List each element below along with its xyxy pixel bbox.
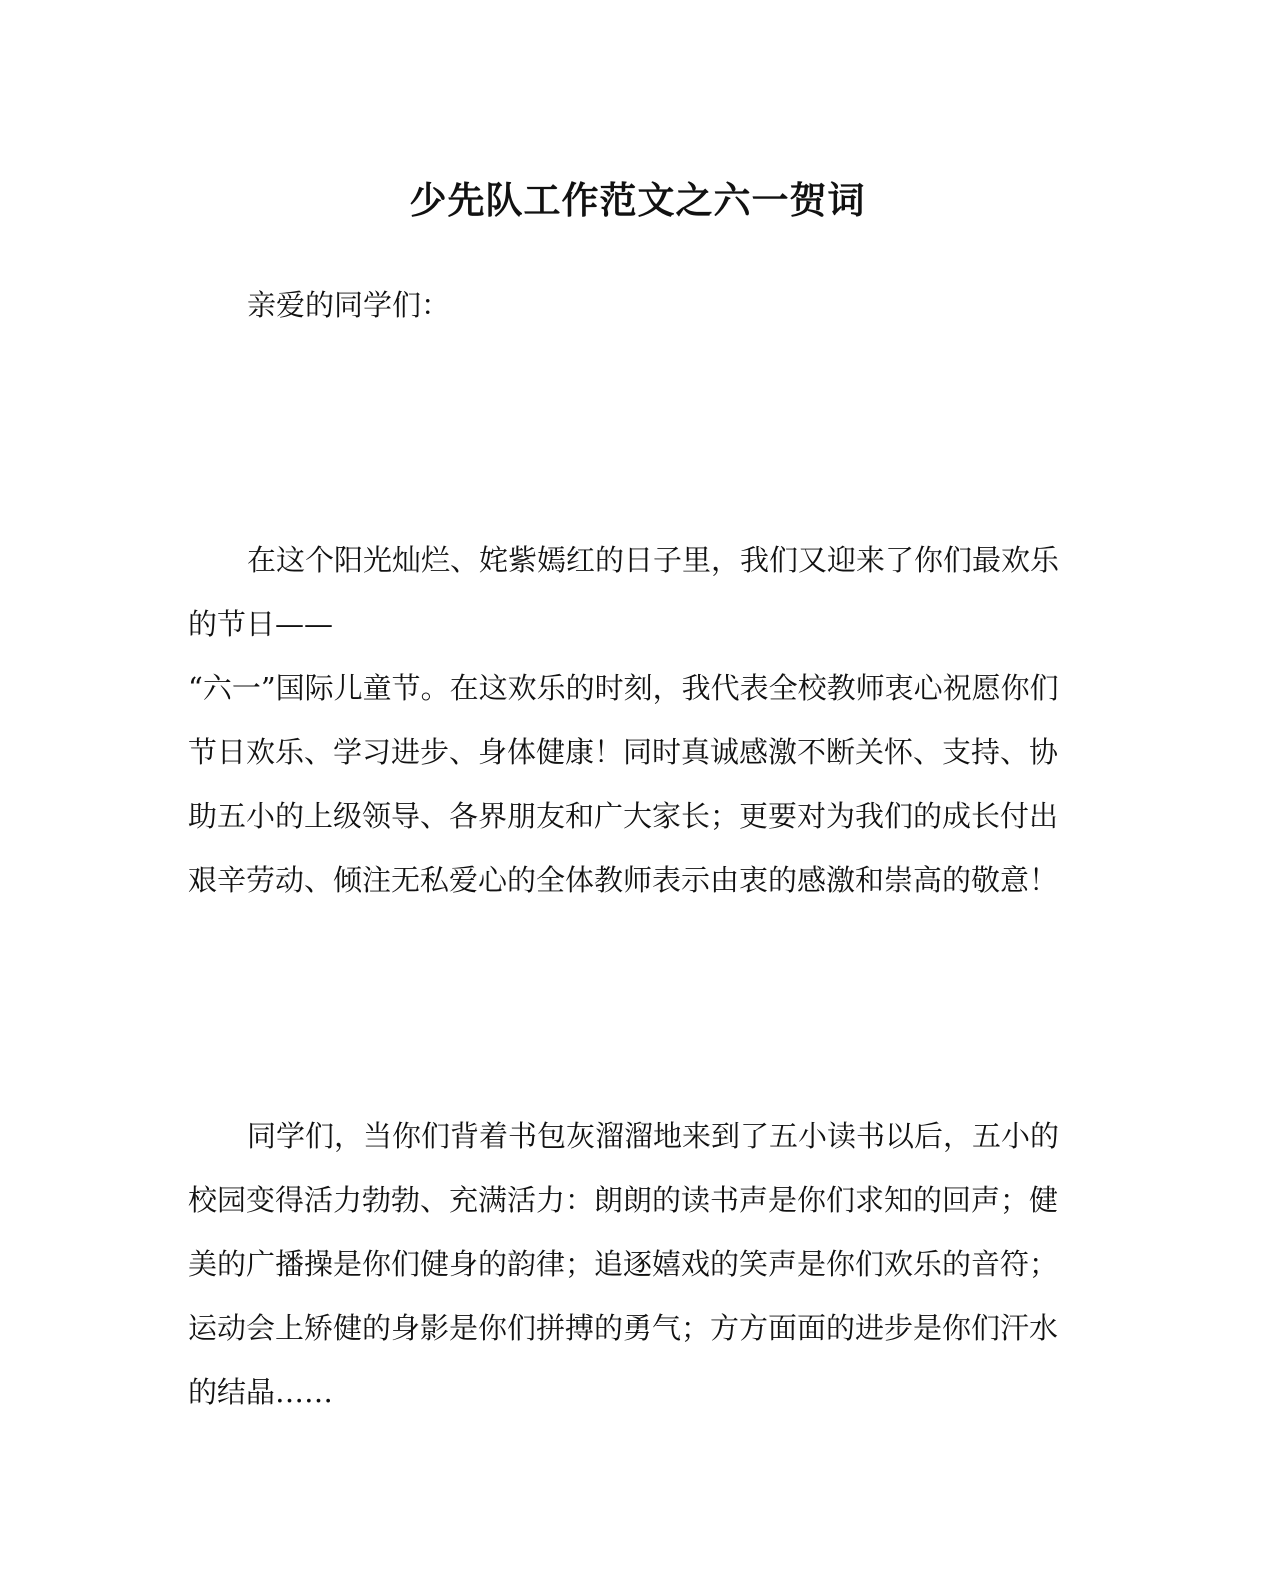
salutation: 亲爱的同学们： [247, 288, 451, 322]
paragraph-line: 的结晶…… [188, 1375, 334, 1409]
paragraph-line: 同学们，当你们背着书包灰溜溜地来到了五小读书以后，五小的 [247, 1119, 1060, 1153]
paragraph-line: 在这个阳光灿烂、姹紫嫣红的日子里，我们又迎来了你们最欢乐 [247, 543, 1060, 577]
paragraph-line: 校园变得活力勃勃、充满活力：朗朗的读书声是你们求知的回声；健 [188, 1183, 1059, 1217]
paragraph-line: 节日欢乐、学习进步、身体健康！同时真诚感激不断关怀、支持、协 [188, 735, 1059, 769]
paragraph-line: 的节日—— [188, 607, 334, 641]
paragraph-line: 美的广播操是你们健身的韵律；追逐嬉戏的笑声是你们欢乐的音符； [188, 1247, 1059, 1281]
paragraph-line: 助五小的上级领导、各界朋友和广大家长；更要对为我们的成长付出 [188, 799, 1059, 833]
paragraph-line: 运动会上矫健的身影是你们拼搏的勇气；方方面面的进步是你们汗水 [188, 1311, 1059, 1345]
paragraph-line: 艰辛劳动、倾注无私爱心的全体教师表示由衷的感激和崇高的敬意！ [188, 863, 1059, 897]
paragraph-line: “六一”国际儿童节。在这欢乐的时刻，我代表全校教师衷心祝愿你们 [188, 671, 1059, 705]
document-title: 少先队工作范文之六一贺词 [409, 178, 866, 222]
